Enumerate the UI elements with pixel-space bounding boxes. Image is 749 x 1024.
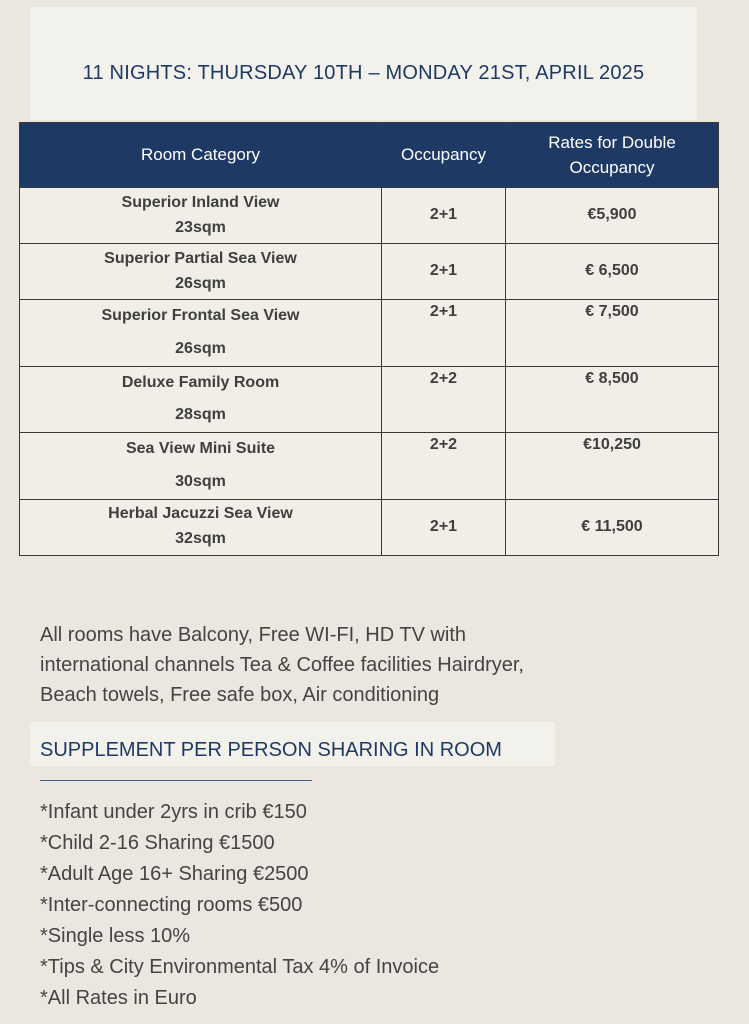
rate-cell: €10,250: [506, 433, 719, 500]
occupancy-cell: 2+1: [382, 244, 506, 300]
list-item: *Adult Age 16+ Sharing €2500: [40, 863, 309, 885]
rates-table: [19, 122, 719, 556]
room-category-cell: [20, 300, 382, 367]
list-item: *Tips & City Environmental Tax 4% of Invoice: [40, 956, 440, 978]
occupancy-cell: 2+2: [382, 433, 506, 500]
table-row: [20, 366, 719, 433]
column-header-rates: Rates for Double Occupancy: [506, 123, 719, 188]
room-name: Superior Partial Sea View: [104, 249, 297, 267]
table-row: [20, 499, 719, 555]
page-title: 11 NIGHTS: THURSDAY 10TH – MONDAY 21ST, APRIL 2025: [82, 62, 645, 84]
table-row: [20, 433, 719, 500]
supplement-divider: [40, 780, 312, 781]
amenities-text: [40, 620, 680, 710]
room-name: Deluxe Family Room: [121, 373, 280, 391]
occupancy-cell: 2+2: [382, 366, 506, 433]
supplement-title: SUPPLEMENT PER PERSON SHARING IN ROOM: [40, 739, 502, 761]
room-size: 30sqm: [175, 472, 226, 490]
occupancy-cell: 2+1: [382, 499, 506, 555]
room-name: Sea View Mini Suite: [125, 440, 276, 458]
room-category-cell: [20, 244, 382, 300]
list-item: *All Rates in Euro: [40, 987, 197, 1009]
table-row: [20, 244, 719, 300]
supplement-banner: [30, 722, 555, 766]
room-category-cell: [20, 188, 382, 244]
room-size: 28sqm: [175, 406, 226, 424]
room-category-cell: [20, 433, 382, 500]
rate-cell: € 7,500: [506, 300, 719, 367]
room-name: Superior Inland View: [121, 193, 280, 211]
room-name: Herbal Jacuzzi Sea View: [108, 505, 293, 523]
rate-cell: €5,900: [506, 188, 719, 244]
rate-cell: € 11,500: [506, 499, 719, 555]
occupancy-cell: 2+1: [382, 188, 506, 244]
amenities-line: Beach towels, Free safe box, Air conditioning: [40, 684, 440, 706]
room-category-cell: [20, 499, 382, 555]
list-item: *Infant under 2yrs in crib €150: [40, 801, 307, 823]
list-item: *Inter-connecting rooms €500: [40, 894, 303, 916]
table-row: [20, 188, 719, 244]
title-banner: [30, 7, 697, 120]
table-header-row: [20, 123, 719, 188]
supplement-list: [40, 797, 439, 1014]
room-size: 23sqm: [175, 218, 226, 236]
amenities-line: international channels Tea & Coffee facilities Hairdryer,: [40, 654, 524, 676]
rate-cell: € 8,500: [506, 366, 719, 433]
table-row: [20, 300, 719, 367]
column-header-occupancy: Occupancy: [382, 123, 506, 188]
occupancy-cell: 2+1: [382, 300, 506, 367]
rate-cell: € 6,500: [506, 244, 719, 300]
list-item: *Single less 10%: [40, 925, 191, 947]
list-item: *Child 2-16 Sharing €1500: [40, 832, 275, 854]
column-header-room-category: Room Category: [20, 123, 382, 188]
room-size: 32sqm: [175, 530, 226, 548]
room-size: 26sqm: [175, 274, 226, 292]
room-size: 26sqm: [175, 339, 226, 357]
room-category-cell: [20, 366, 382, 433]
room-name: Superior Frontal Sea View: [101, 307, 300, 324]
amenities-line: All rooms have Balcony, Free WI-FI, HD TV with: [40, 624, 467, 646]
